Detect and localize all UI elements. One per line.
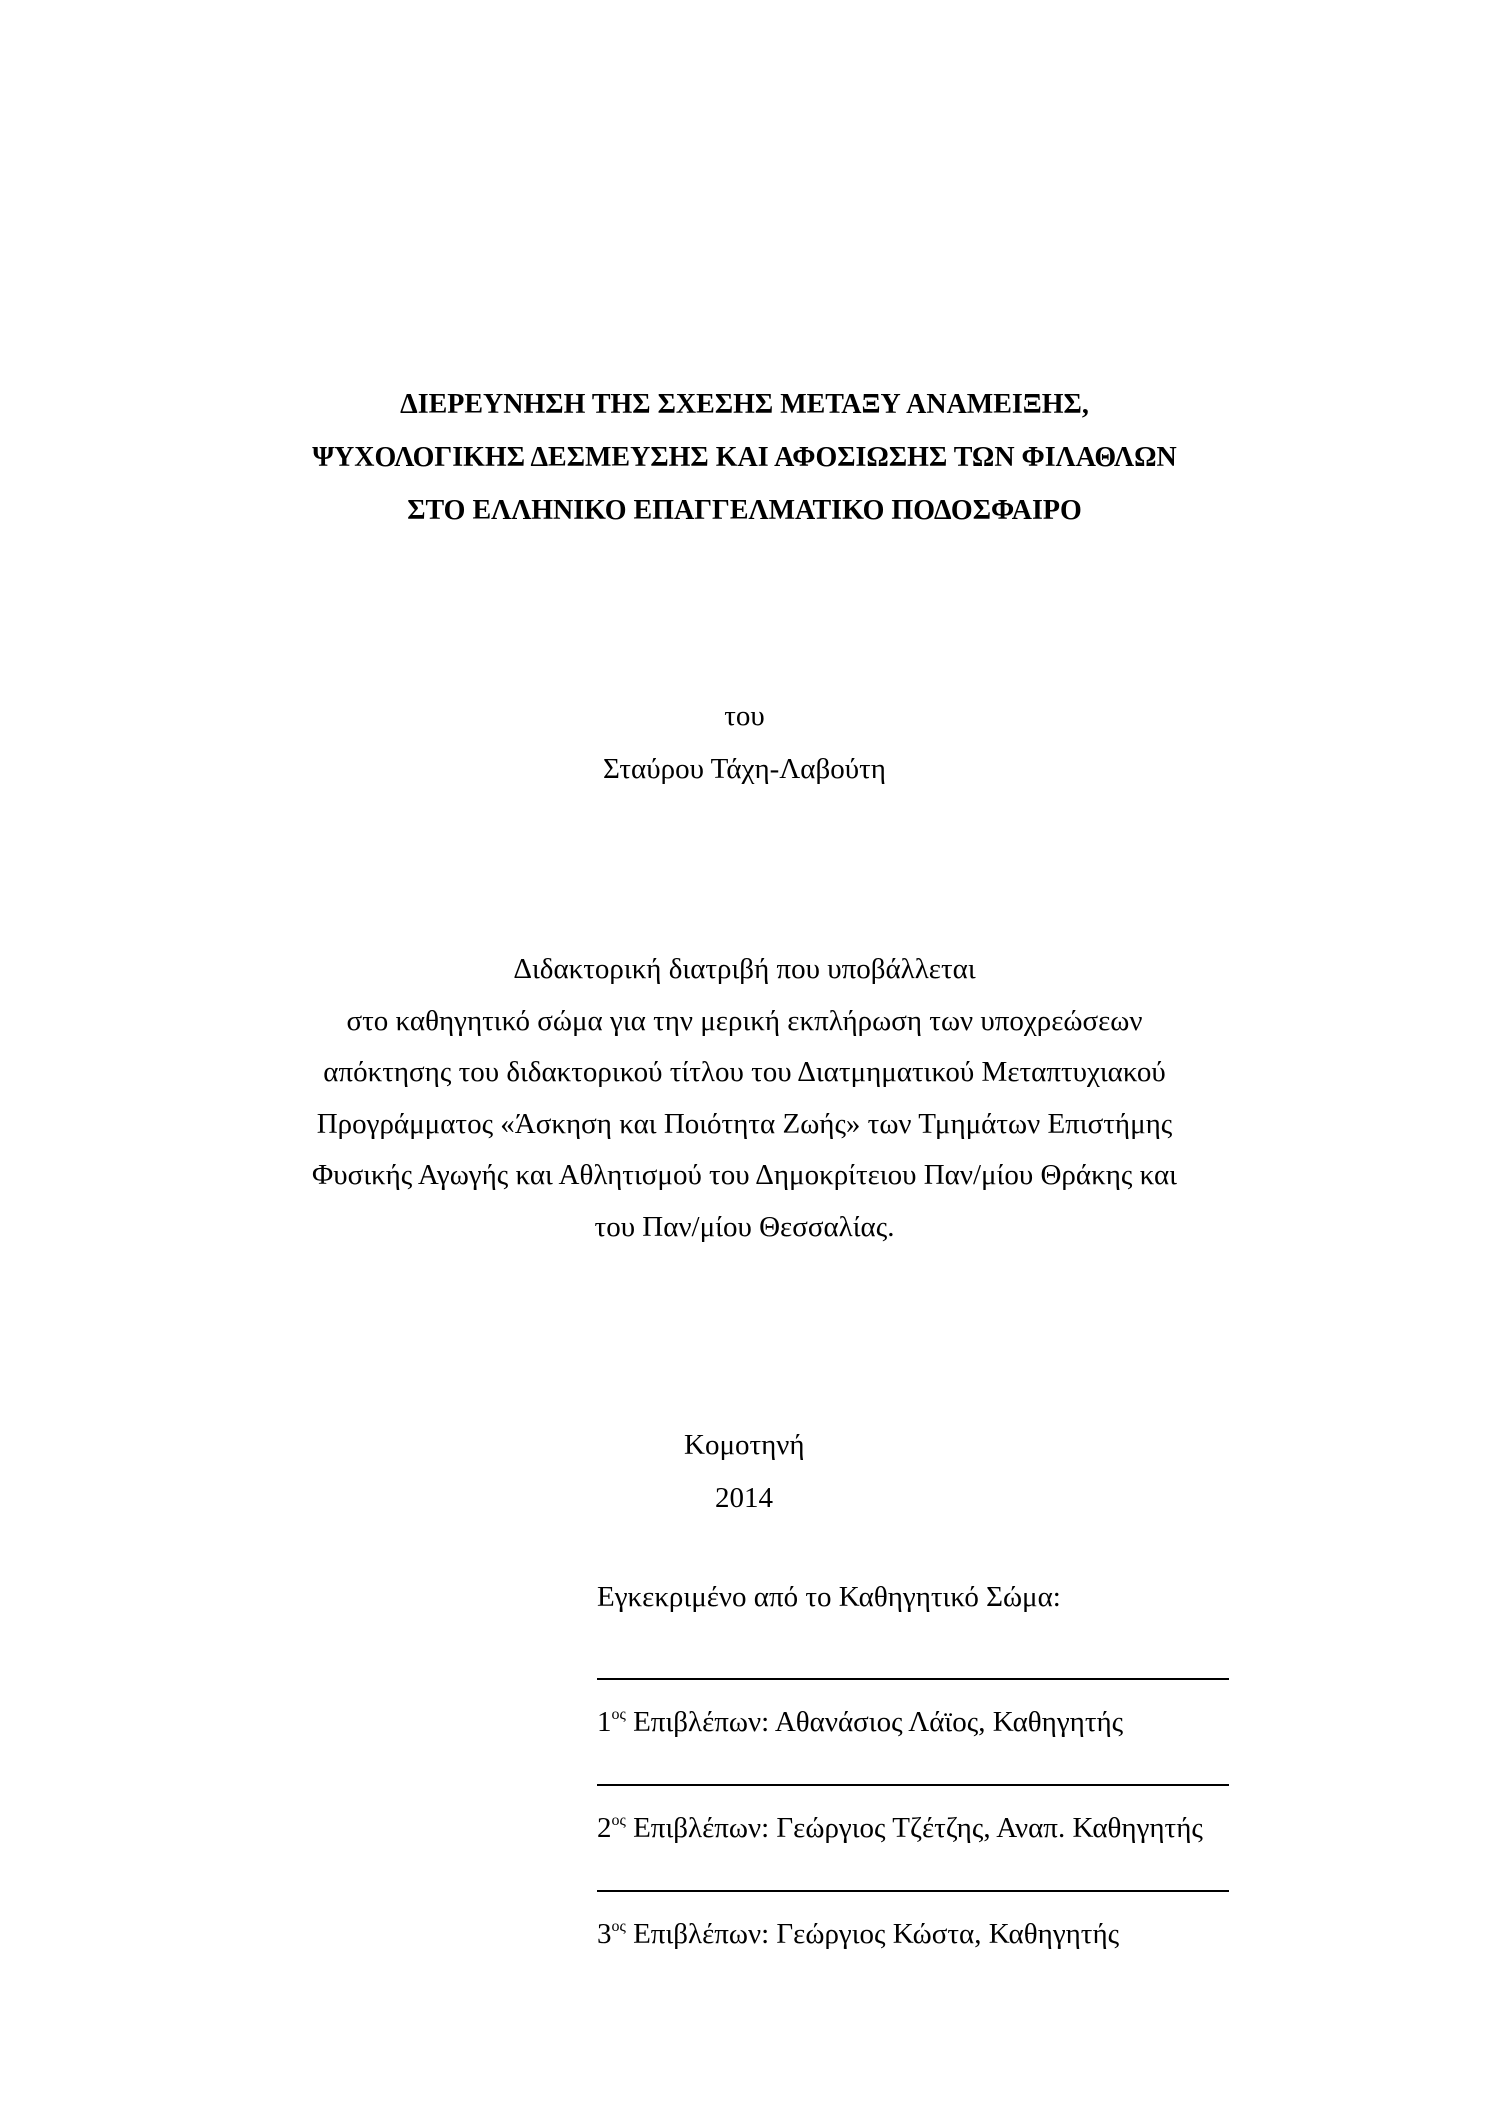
signature-block-1 bbox=[597, 1624, 1277, 1738]
signature-block-2 bbox=[597, 1730, 1277, 1844]
author-preposition: του bbox=[724, 700, 765, 732]
supervisor-role: Επιβλέπων: bbox=[633, 1918, 770, 1950]
supervisor-3 bbox=[597, 1914, 1119, 1954]
place: Κομοτηνή bbox=[684, 1429, 805, 1461]
author-block bbox=[0, 690, 1489, 796]
description-line-4: Προγράμματος «Άσκηση και Ποιότητα Ζωής» των Τμημάτων Επιστήμης bbox=[316, 1107, 1173, 1140]
thesis-description bbox=[0, 944, 1489, 1253]
description-line-2: στο καθηγητικό σώμα για την μερική εκπλήρωση των υποχρεώσεων bbox=[346, 1004, 1143, 1037]
supervisor-name: Γεώργιος Τζέτζης, Αναπ. Καθηγητής bbox=[776, 1812, 1203, 1844]
supervisor-name: Γεώργιος Κώστα, Καθηγητής bbox=[776, 1918, 1120, 1950]
approval-section bbox=[597, 1571, 1277, 1950]
signature-block-3 bbox=[597, 1836, 1277, 1950]
title-line-3: ΣΤΟ ΕΛΛΗΝΙΚΟ ΕΠΑΓΓΕΛΜΑΤΙΚΟ ΠΟΔΟΣΦΑΙΡΟ bbox=[407, 495, 1082, 526]
description-line-6: του Παν/μίου Θεσσαλίας. bbox=[594, 1210, 895, 1243]
year: 2014 bbox=[715, 1482, 773, 1514]
description-line-3: απόκτησης του διδακτορικού τίτλου του Διατμηματικού Μεταπτυχιακού bbox=[323, 1056, 1166, 1088]
supervisor-role: Επιβλέπων: bbox=[633, 1706, 770, 1738]
signature-line bbox=[597, 1678, 1229, 1680]
signature-line bbox=[597, 1784, 1229, 1786]
description-line-1: Διδακτορική διατριβή που υποβάλλεται bbox=[513, 953, 976, 985]
approval-heading: Εγκεκριμένο από το Καθηγητικό Σώμα: bbox=[597, 1581, 1061, 1613]
supervisor-ordinal: $3^{o\varsigma}$ bbox=[597, 1918, 626, 1950]
supervisor-ordinal: $2^{o\varsigma}$ bbox=[597, 1812, 626, 1844]
signature-line bbox=[597, 1890, 1229, 1892]
title-line-1: ΔΙΕΡΕΥΝΗΣΗ ΤΗΣ ΣΧΕΣΗΣ ΜΕΤΑΞΥ ΑΝΑΜΕΙΞΗΣ, bbox=[400, 389, 1089, 420]
supervisor-ordinal: $1^{o\varsigma}$ bbox=[597, 1706, 626, 1738]
title-line-2: ΨΥΧΟΛΟΓΙΚΗΣ ΔΕΣΜΕΥΣΗΣ ΚΑΙ ΑΦΟΣΙΩΣΗΣ ΤΩΝ ΦΙΛΑΘΛΩΝ bbox=[312, 442, 1177, 473]
supervisor-role: Επιβλέπων: bbox=[633, 1812, 770, 1844]
author-name: Σταύρου Τάχη-Λαβούτη bbox=[603, 753, 886, 785]
thesis-title bbox=[0, 378, 1489, 537]
description-line-5: Φυσικής Αγωγής και Αθλητισμού του Δημοκρίτειου Παν/μίου Θράκης και bbox=[312, 1159, 1177, 1191]
place-and-year bbox=[684, 1419, 804, 1525]
supervisor-name: Αθανάσιος Λάϊος, Καθηγητής bbox=[774, 1706, 1124, 1738]
